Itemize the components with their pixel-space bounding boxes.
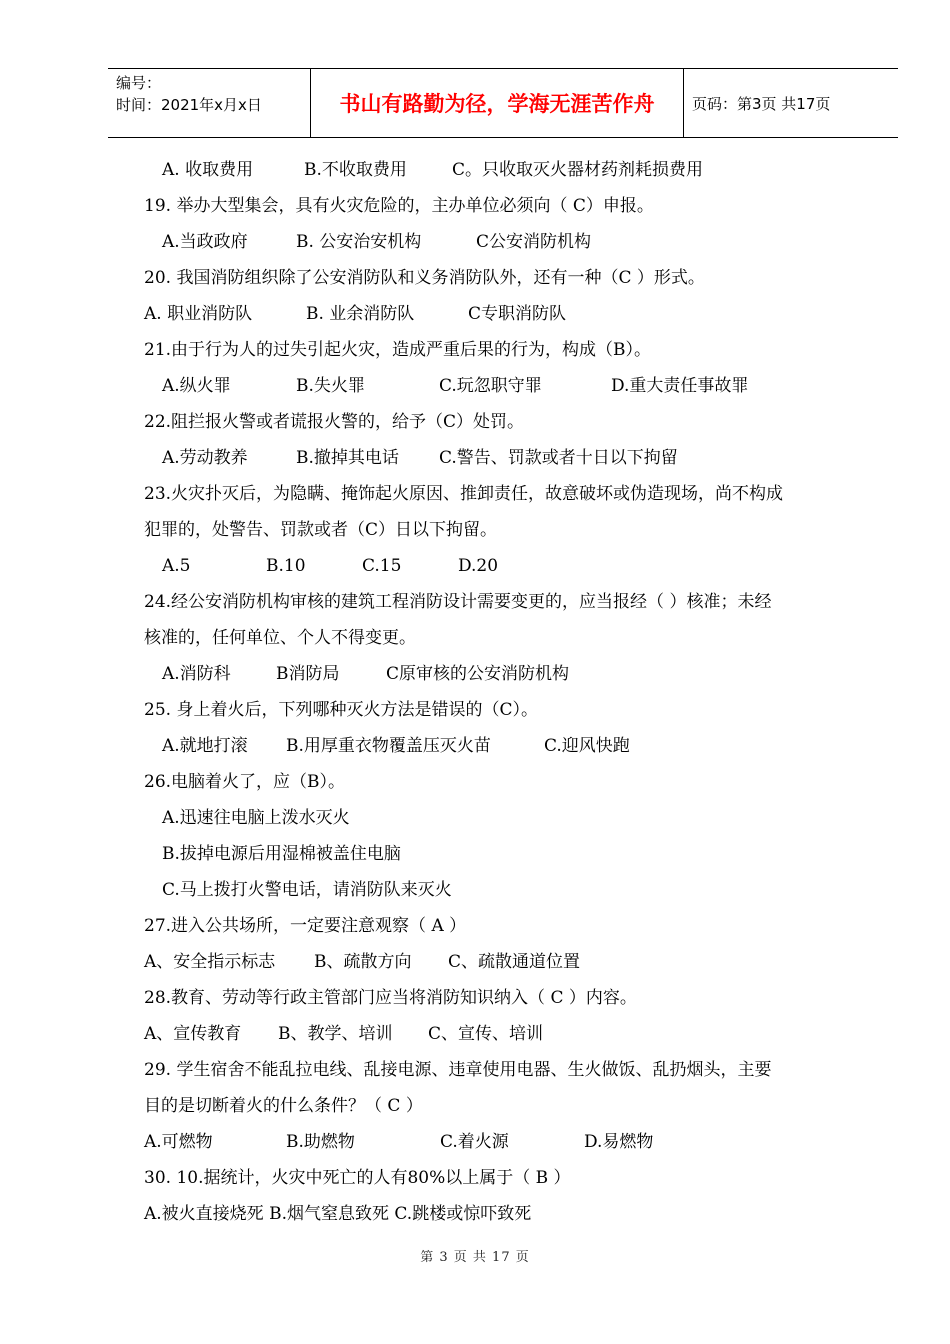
question-30: 30. 10.据统计，火灾中死亡的人有80%以上属于（ B ） [144,1168,571,1188]
question-25: 25. 身上着火后，下列哪种灭火方法是错误的（C）。 [144,700,538,720]
number-label: 编号： [116,74,162,92]
option: A.就地打滚 [162,736,248,756]
option: D.重大责任事故罪 [611,376,749,396]
header-meta [108,69,310,137]
option: A.消防科 [162,664,231,684]
question-19: 19. 举办大型集会，具有火灾危险的，主办单位必须向（ C）申报。 [144,196,654,216]
option: A. 收取费用 [162,160,254,180]
options-line [144,548,864,584]
question-24: 24.经公安消防机构审核的建筑工程消防设计需要变更的，应当报经（ ）核准；未经 [144,592,772,612]
options-line [144,1124,864,1160]
option: A.劳动教养 [162,448,248,468]
option: B.不收取费用 [304,160,407,180]
option: B.用厚重衣物覆盖压灭火苗 [286,736,491,756]
option: B. 业余消防队 [306,304,415,324]
option: B、教学、培训 [278,1024,393,1044]
page-header [108,68,898,138]
header-page-info: 页码：第3页 共17页 [692,94,831,113]
option: A. 职业消防队 [144,304,253,324]
question-28: 28.教育、劳动等行政主管部门应当将消防知识纳入（ C ）内容。 [144,988,637,1008]
question-23: 23.火灾扑灭后，为隐瞒、掩饰起火原因、推卸责任，故意破坏或伪造现场，尚不构成 [144,484,784,504]
question-22: 22.阻拦报火警或者谎报火警的，给予（C）处罚。 [144,412,525,432]
option: C、疏散通道位置 [448,952,581,972]
question-23-cont: 犯罪的，处警告、罚款或者（C）日以下拘留。 [144,520,498,540]
options-line [144,656,864,692]
option: B消防局 [276,664,340,684]
options-line [144,368,864,404]
question-20: 20. 我国消防组织除了公安消防队和义务消防队外，还有一种（C ）形式。 [144,268,705,288]
option: D.易燃物 [584,1132,654,1152]
option: C专职消防队 [468,304,567,324]
option: C.警告、罚款或者十日以下拘留 [439,448,678,468]
question-29-cont: 目的是切断着火的什么条件？（ C ） [144,1096,423,1116]
option: B.10 [266,556,306,576]
option: B、疏散方向 [314,952,412,972]
page-footer: 第 3 页 共 17 页 [420,1250,530,1265]
option: A、宣传教育 [144,1024,242,1044]
option: C。只收取灭火器材药剂耗损费用 [452,160,704,180]
options-line [144,944,864,980]
option: C.迎风快跑 [544,736,630,756]
option: C公安消防机构 [476,232,592,252]
option: C.着火源 [440,1132,509,1152]
option: C原审核的公安消防机构 [386,664,570,684]
options-line [144,152,864,188]
option: A、安全指示标志 [144,952,276,972]
options-line [144,728,864,764]
option: A.5 [162,556,191,576]
option: C.玩忽职守罪 [439,376,542,396]
option: C、宣传、培训 [428,1024,544,1044]
options-line [144,296,864,332]
option: B.失火罪 [296,376,365,396]
question-29: 29. 学生宿舍不能乱拉电线、乱接电源、违章使用电器、生火做饭、乱扔烟头，主要 [144,1060,772,1080]
option: D.20 [458,556,499,576]
option: A.迅速往电脑上泼水灭火 [162,808,350,828]
option: C.马上拨打火警电话，请消防队来灭火 [162,880,452,900]
question-26: 26.电脑着火了，应（B）。 [144,772,346,792]
question-21: 21.由于行为人的过失引起火灾，造成严重后果的行为，构成（B）。 [144,340,652,360]
options-line [144,1016,864,1052]
question-27: 27.进入公共场所，一定要注意观察（ A ） [144,916,467,936]
option: B.拔掉电源后用湿棉被盖住电脑 [162,844,401,864]
question-24-cont: 核准的，任何单位、个人不得变更。 [144,628,416,648]
options-line [144,440,864,476]
option: B. 公安治安机构 [296,232,422,252]
header-motto: 书山有路勤为径，学海无涯苦作舟 [310,69,684,137]
option: A.纵火罪 [162,376,231,396]
option: C.15 [362,556,402,576]
option: A.当政政府 [162,232,248,252]
document-body [144,152,864,1232]
option: A.可燃物 [144,1132,213,1152]
option: B.撤掉其电话 [296,448,399,468]
time-label: 时间：2021年x月x日 [116,96,262,114]
option: B.助燃物 [286,1132,355,1152]
options-line: A.被火直接烧死 B.烟气窒息致死 C.跳楼或惊吓致死 [144,1204,532,1224]
options-line [144,224,864,260]
